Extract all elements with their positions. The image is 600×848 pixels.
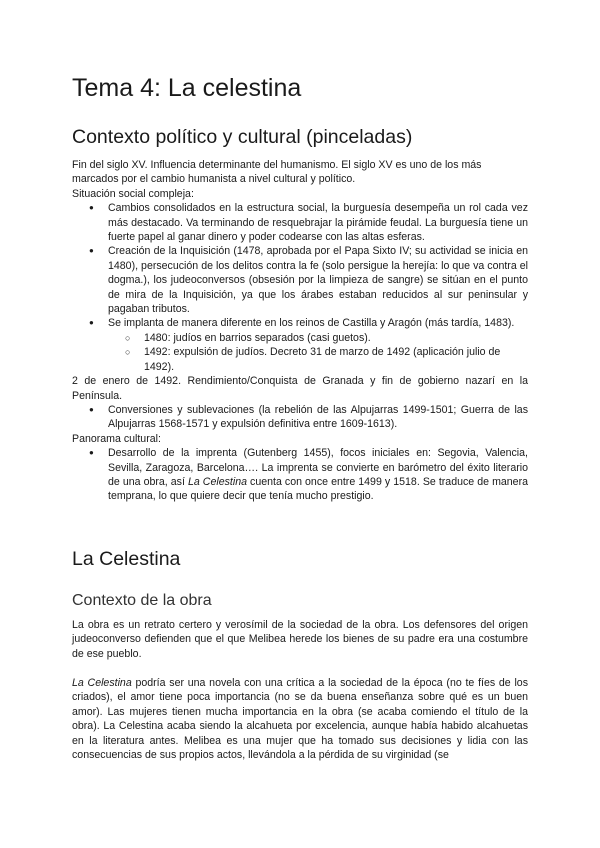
granada-paragraph: 2 de enero de 1492. Rendimiento/Conquista de Granada y fin de gobierno nazarí en la Península. (72, 375, 528, 402)
panorama-list (72, 446, 528, 504)
paragraph-obra-retrato: La obra es un retrato certero y verosímil de la sociedad de la obra. Los defensores del origen judeoconverso defienden que el que Melibea herede los bienes de su padre era una costumbre de ese pueblo. (72, 619, 528, 660)
list-item: ● Creación de la Inquisición (1478, aprobada por el Papa Sixto IV; su actividad se inicia en 1480), persecución de los delitos contra la fe (solo persigue la herejía: lo que va contra el dogma.), los judeoconversos (obsesión por la limpieza de sangre) se sitúan en el punto de mira de la Inquisición, ya que los árabes estaban reducidos al sur peninsular y pagaban tributos. (72, 244, 528, 316)
subheading-contexto-obra: Contexto de la obra (72, 592, 212, 609)
imprenta-text-a: Desarrollo de la imprenta (Gutenberg 1455), focos iniciales en: Segovia, Valencia, Sevilla, Zaragoza, Barcelona…. La imprenta se convierte en barómetro del éxito literario de una obra, así (108, 447, 528, 488)
paragraph-text: podría ser una novela con una crítica a la sociedad de la época (no te fíes de los criados), el amor tiene poca importancia (no se da buena enseñanza sobre qué es un buen amor). Las mujeres tienen mucha importancia en la obra (se acaba comiendo el título de la obra). La Celestina acaba siendo la alcahueta por excelencia, aunque había habido alcahuetas en la literatura antes. Melibea es una mujer que ha tomado sus decisiones y lidia con las consecuencias de sus propios actos, llevándola a la pérdida de su virginidad (se (72, 677, 528, 762)
list-item: ● Conversiones y sublevaciones (la rebelión de las Alpujarras 1499-1501; Guerra de las Alpujarras 1568-1571 y expulsión definitiva entre 1609-1613). (72, 403, 528, 432)
sub-list-item: ○ 1480: judíos en barrios separados (casi guetos). (72, 331, 528, 345)
section-heading-la-celestina: La Celestina (72, 548, 181, 570)
work-title-italic: La Celestina (72, 677, 132, 689)
granada-list (72, 403, 528, 432)
panorama-label: Panorama cultural: (72, 432, 161, 445)
sub-list-item: ○ 1492: expulsión de judíos. Decreto 31 de marzo de 1492 (aplicación julio de 1492). (72, 345, 528, 374)
intro-line: marcados por el cambio humanista a nivel cultural y político. (72, 173, 356, 186)
paragraph-celestina-critica (72, 676, 528, 762)
work-title-italic: La Celestina (187, 475, 247, 488)
intro-line: Fin del siglo XV. Influencia determinante del humanismo. El siglo XV es uno de los más (72, 159, 482, 171)
situacion-list (72, 201, 528, 374)
list-item: ● Cambios consolidados en la estructura social, la burguesía desempeña un rol cada vez más destacado. Va terminando de resquebrajar la pirámide feudal. La burguesía tiene un fuerte papel al ganar dinero y poder codearse con las altas esferas. (72, 201, 528, 244)
imprenta-text-b: cuenta con once entre 1499 y 1518. Se traduce de manera temprana, lo que quiere decir que tenía mucho prestigio. (108, 475, 528, 503)
section1-body (72, 158, 528, 504)
section-heading-contexto-politico: Contexto político y cultural (pinceladas) (72, 126, 413, 148)
list-item (72, 446, 528, 504)
list-item: ● Se implanta de manera diferente en los reinos de Castilla y Aragón (más tardía, 1483). (72, 316, 528, 330)
situacion-label: Situación social compleja: (72, 187, 194, 200)
page-title: Tema 4: La celestina (72, 74, 302, 102)
